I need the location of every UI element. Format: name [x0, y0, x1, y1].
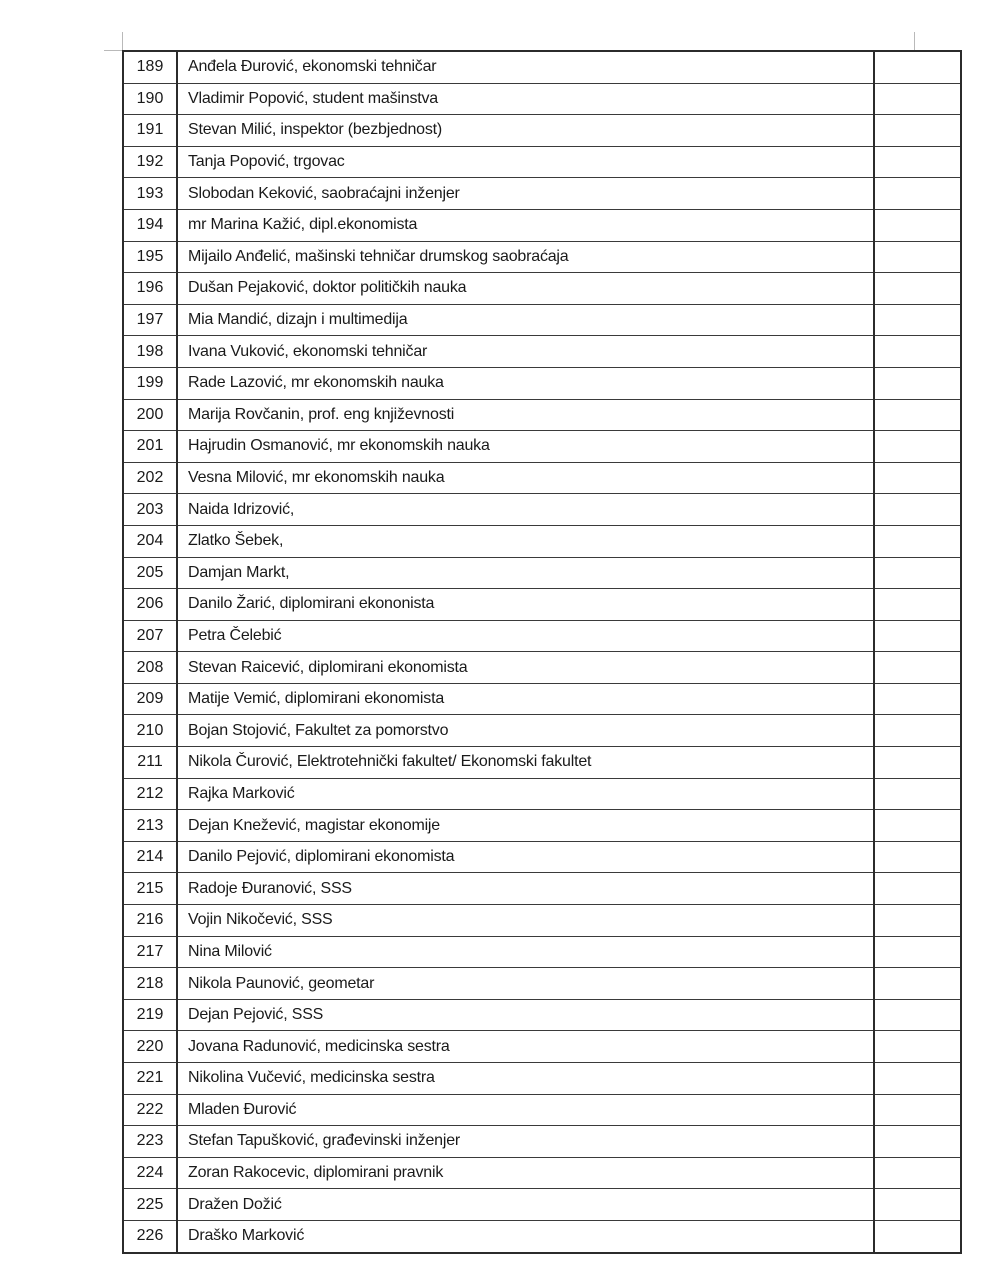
row-number: 204 [123, 525, 177, 557]
row-number: 212 [123, 778, 177, 810]
row-number: 222 [123, 1094, 177, 1126]
table-row [123, 1063, 961, 1095]
candidate-list-table [122, 50, 962, 1254]
candidate-name: Danilo Pejović, diplomirani ekonomista [177, 841, 874, 873]
signature-cell [874, 589, 961, 621]
row-number: 195 [123, 241, 177, 273]
signature-cell [874, 683, 961, 715]
row-number: 209 [123, 683, 177, 715]
table-row [123, 999, 961, 1031]
candidate-list-body [123, 51, 961, 1253]
signature-cell [874, 431, 961, 463]
row-number: 205 [123, 557, 177, 589]
candidate-name: Vojin Nikočević, SSS [177, 905, 874, 937]
signature-cell [874, 241, 961, 273]
row-number: 199 [123, 367, 177, 399]
signature-cell [874, 1126, 961, 1158]
signature-cell [874, 209, 961, 241]
table-row [123, 557, 961, 589]
signature-cell [874, 525, 961, 557]
candidate-name: Stevan Raicević, diplomirani ekonomista [177, 652, 874, 684]
signature-cell [874, 968, 961, 1000]
candidate-name: Anđela Đurović, ekonomski tehničar [177, 51, 874, 83]
candidate-name: Mijailo Anđelić, mašinski tehničar drumskog saobraćaja [177, 241, 874, 273]
candidate-name: Draško Marković [177, 1220, 874, 1252]
signature-cell [874, 652, 961, 684]
table-row [123, 905, 961, 937]
row-number: 203 [123, 494, 177, 526]
row-number: 221 [123, 1063, 177, 1095]
table-row [123, 810, 961, 842]
table-row [123, 525, 961, 557]
row-number: 194 [123, 209, 177, 241]
candidate-name: Zlatko Šebek, [177, 525, 874, 557]
signature-cell [874, 1157, 961, 1189]
signature-cell [874, 273, 961, 305]
candidate-name: Vesna Milović, mr ekonomskih nauka [177, 462, 874, 494]
row-number: 215 [123, 873, 177, 905]
candidate-name: Hajrudin Osmanović, mr ekonomskih nauka [177, 431, 874, 463]
row-number: 193 [123, 178, 177, 210]
candidate-name: Jovana Radunović, medicinska sestra [177, 1031, 874, 1063]
table-row [123, 494, 961, 526]
table-row [123, 1189, 961, 1221]
row-number: 197 [123, 304, 177, 336]
signature-cell [874, 336, 961, 368]
row-number: 217 [123, 936, 177, 968]
signature-cell [874, 83, 961, 115]
candidate-name: Rade Lazović, mr ekonomskih nauka [177, 367, 874, 399]
signature-cell [874, 905, 961, 937]
table-row [123, 589, 961, 621]
table-row [123, 1157, 961, 1189]
candidate-name: Dejan Pejović, SSS [177, 999, 874, 1031]
row-number: 220 [123, 1031, 177, 1063]
signature-cell [874, 178, 961, 210]
table-row [123, 873, 961, 905]
candidate-name: Naida Idrizović, [177, 494, 874, 526]
signature-cell [874, 1189, 961, 1221]
candidate-name: Tanja Popović, trgovac [177, 146, 874, 178]
candidate-name: Stevan Milić, inspektor (bezbjednost) [177, 115, 874, 147]
signature-cell [874, 999, 961, 1031]
candidate-name: Stefan Tapušković, građevinski inženjer [177, 1126, 874, 1158]
table-row [123, 241, 961, 273]
signature-cell [874, 778, 961, 810]
table-row [123, 1094, 961, 1126]
table-row [123, 304, 961, 336]
signature-cell [874, 367, 961, 399]
candidate-name: Mladen Đurović [177, 1094, 874, 1126]
candidate-name: Rajka Marković [177, 778, 874, 810]
candidate-name: Danilo Žarić, diplomirani ekononista [177, 589, 874, 621]
row-number: 226 [123, 1220, 177, 1252]
table-row [123, 1126, 961, 1158]
candidate-name: Dušan Pejaković, doktor političkih nauka [177, 273, 874, 305]
row-number: 196 [123, 273, 177, 305]
signature-cell [874, 494, 961, 526]
candidate-name: Nina Milović [177, 936, 874, 968]
row-number: 208 [123, 652, 177, 684]
table-row [123, 83, 961, 115]
candidate-name: Nikolina Vučević, medicinska sestra [177, 1063, 874, 1095]
row-number: 225 [123, 1189, 177, 1221]
candidate-name: Petra Čelebić [177, 620, 874, 652]
candidate-name: mr Marina Kažić, dipl.ekonomista [177, 209, 874, 241]
table-row [123, 683, 961, 715]
candidate-name: Vladimir Popović, student mašinstva [177, 83, 874, 115]
table-row [123, 1220, 961, 1252]
candidate-name: Matije Vemić, diplomirani ekonomista [177, 683, 874, 715]
row-number: 210 [123, 715, 177, 747]
row-number: 218 [123, 968, 177, 1000]
signature-cell [874, 115, 961, 147]
row-number: 214 [123, 841, 177, 873]
candidate-name: Radoje Đuranović, SSS [177, 873, 874, 905]
row-number: 206 [123, 589, 177, 621]
table-row [123, 778, 961, 810]
signature-cell [874, 51, 961, 83]
candidate-name: Dražen Dožić [177, 1189, 874, 1221]
margin-crop-mark-top-left [104, 32, 123, 51]
row-number: 207 [123, 620, 177, 652]
signature-cell [874, 1094, 961, 1126]
signature-cell [874, 1220, 961, 1252]
row-number: 216 [123, 905, 177, 937]
candidate-name: Zoran Rakocevic, diplomirani pravnik [177, 1157, 874, 1189]
signature-cell [874, 873, 961, 905]
table-row [123, 462, 961, 494]
candidate-name: Dejan Knežević, magistar ekonomije [177, 810, 874, 842]
margin-crop-mark-top-right [914, 32, 933, 51]
table-row [123, 273, 961, 305]
candidate-name: Ivana Vuković, ekonomski tehničar [177, 336, 874, 368]
candidate-name: Mia Mandić, dizajn i multimedija [177, 304, 874, 336]
signature-cell [874, 1063, 961, 1095]
candidate-name: Nikola Čurović, Elektrotehnički fakultet/ Ekonomski fakultet [177, 747, 874, 779]
table-row [123, 399, 961, 431]
table-row [123, 178, 961, 210]
row-number: 224 [123, 1157, 177, 1189]
table-row [123, 431, 961, 463]
table-row [123, 652, 961, 684]
row-number: 211 [123, 747, 177, 779]
signature-cell [874, 841, 961, 873]
table-row [123, 936, 961, 968]
row-number: 190 [123, 83, 177, 115]
table-row [123, 620, 961, 652]
row-number: 200 [123, 399, 177, 431]
signature-cell [874, 810, 961, 842]
candidate-name: Damjan Markt, [177, 557, 874, 589]
candidate-name: Slobodan Keković, saobraćajni inženjer [177, 178, 874, 210]
signature-cell [874, 620, 961, 652]
table-row [123, 209, 961, 241]
table-row [123, 1031, 961, 1063]
signature-cell [874, 462, 961, 494]
row-number: 201 [123, 431, 177, 463]
signature-cell [874, 715, 961, 747]
candidate-name: Bojan Stojović, Fakultet za pomorstvo [177, 715, 874, 747]
candidate-name: Nikola Paunović, geometar [177, 968, 874, 1000]
candidate-name: Marija Rovčanin, prof. eng književnosti [177, 399, 874, 431]
table-row [123, 51, 961, 83]
signature-cell [874, 304, 961, 336]
row-number: 198 [123, 336, 177, 368]
signature-cell [874, 557, 961, 589]
signature-cell [874, 936, 961, 968]
signature-cell [874, 747, 961, 779]
row-number: 191 [123, 115, 177, 147]
row-number: 202 [123, 462, 177, 494]
row-number: 192 [123, 146, 177, 178]
signature-cell [874, 399, 961, 431]
signature-cell [874, 1031, 961, 1063]
row-number: 219 [123, 999, 177, 1031]
table-row [123, 115, 961, 147]
table-row [123, 146, 961, 178]
table-row [123, 367, 961, 399]
signature-cell [874, 146, 961, 178]
table-row [123, 747, 961, 779]
table-row [123, 841, 961, 873]
row-number: 189 [123, 51, 177, 83]
row-number: 223 [123, 1126, 177, 1158]
table-row [123, 336, 961, 368]
row-number: 213 [123, 810, 177, 842]
table-row [123, 715, 961, 747]
table-row [123, 968, 961, 1000]
